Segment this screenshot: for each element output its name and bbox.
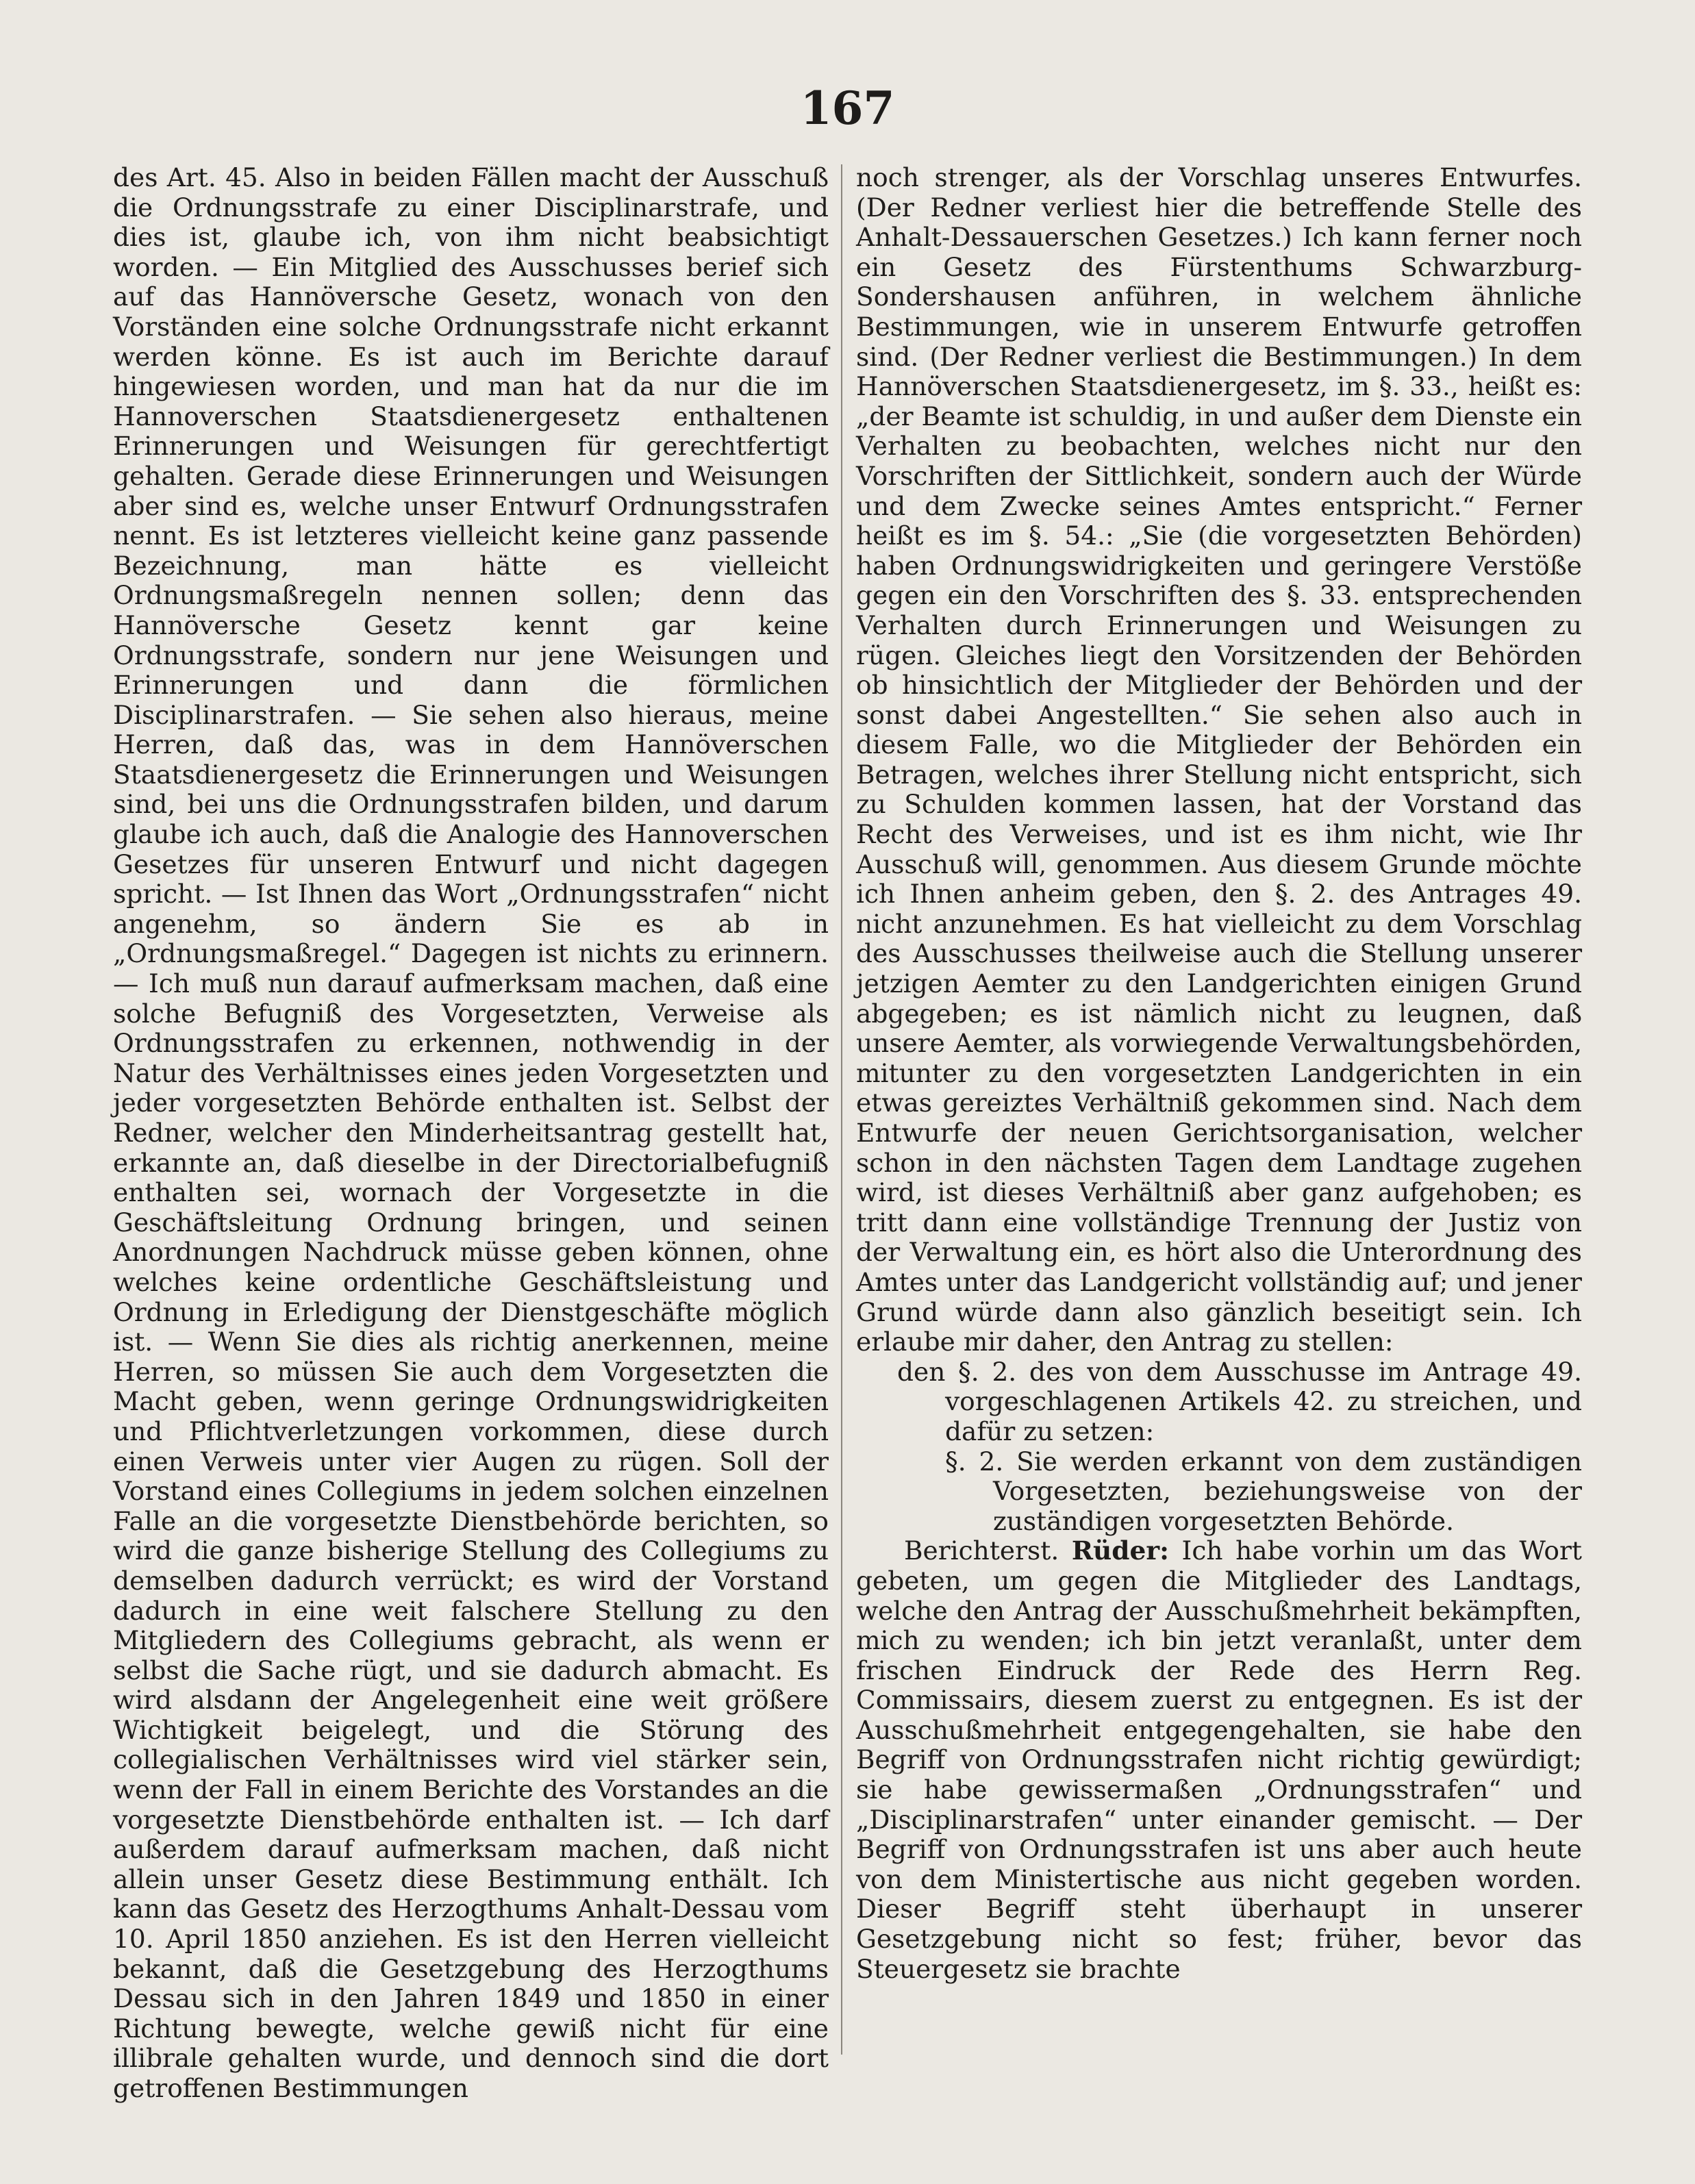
right-column (856, 163, 1582, 2053)
speech-paragraph (856, 1536, 1582, 1984)
column-divider (841, 164, 842, 2055)
left-column (113, 162, 829, 2103)
speaker-role: Berichterst. (904, 1535, 1059, 1566)
left-paragraph: des Art. 45. Also in beiden Fällen macht der Ausschuß die Ordnungsstrafe zu einer Disciplinarstrafe, und dies ist, glaube ich, von ihm nicht beabsichtigt worden. — Ein Mitglied des Ausschusses berief sich auf das Hannöversche Gesetz, wonach von den Vorständen eine solche Ordnungsstrafe nicht erkannt werden könne. Es ist auch im Berichte darauf hingewiesen worden, und man hat da nur die im Hannoverschen Staatsdienergesetz enthaltenen Erinnerungen und Weisungen für gerechtfertigt gehalten. Gerade diese Erinnerungen und Weisungen aber sind es, welche unser Entwurf Ordnungsstrafen nennt. Es ist letzteres vielleicht keine ganz passende Bezeichnung, man hätte es vielleicht Ordnungsmaßregeln nennen sollen; denn das Hannöversche Gesetz kennt gar keine Ordnungsstrafe, sondern nur jene Weisungen und Erinnerungen und dann die förmlichen Disciplinarstrafen. — Sie sehen also hieraus, meine Herren, daß das, was in dem Hannöverschen Staatsdienergesetz die Erinnerungen und Weisungen sind, bei uns die Ordnungsstrafen bilden, und darum glaube ich auch, daß die Analogie des Hannoverschen Gesetzes für unseren Entwurf und nicht dagegen spricht. — Ist Ihnen das Wort „Ordnungsstrafen“ nicht angenehm, so ändern Sie es ab in „Ordnungsmaßregel.“ Dagegen ist nichts zu erinnern. — Ich muß nun darauf aufmerksam machen, daß eine solche Befugniß des Vorgesetzten, Verweise als Ordnungsstrafen zu erkennen, nothwendig in der Natur des Verhältnisses eines jeden Vorgesetzten und jeder vorgesetzten Behörde enthalten ist. Selbst der Redner, welcher den Minderheitsantrag gestellt hat, erkannte an, daß dieselbe in der Directorialbefugniß enthalten sei, wornach der Vorgesetzte in die Geschäftsleitung Ordnung bringen, und seinen Anordnungen Nachdruck müsse geben können, ohne welches keine ordentliche Geschäftsleistung und Ordnung in Erledigung der Dienstgeschäfte möglich ist. — Wenn Sie dies als richtig anerkennen, meine Herren, so müssen Sie auch dem Vorgesetzten die Macht geben, wenn geringe Ordnungswidrigkeiten und Pflichtverletzungen vorkommen, diese durch einen Verweis unter vier Augen zu rügen. Soll der Vorstand eines Collegiums in jedem solchen einzelnen Falle an die vorgesetzte Dienstbehörde berichten, so wird die ganze bisherige Stellung des Collegiums zu demselben dadurch verrückt; es wird der Vorstand dadurch in eine weit falschere Stellung zu den Mitgliedern des Collegiums gebracht, als wenn er selbst die Sache rügt, und sie dadurch abmacht. Es wird alsdann der Angelegenheit eine weit größere Wichtigkeit beigelegt, und die Störung des collegialischen Verhältnisses wird viel stärker sein, wenn der Fall in einem Berichte des Vorstandes an die vorgesetzte Dienstbehörde enthalten ist. — Ich darf außerdem darauf aufmerksam machen, daß nicht allein unser Gesetz diese Bestimmung enthält. Ich kann das Gesetz des Herzogthums Anhalt-Dessau vom 10. April 1850 anziehen. Es ist den Herren vielleicht bekannt, daß die Gesetzgebung des Herzogthums Dessau sich in den Jahren 1849 und 1850 in einer Richtung bewegte, welche gewiß nicht für eine illibrale gehalten wurde, und dennoch sind die dort getroffenen Bestimmungen (113, 162, 829, 2103)
speaker-name: Rüder: (1071, 1535, 1169, 1566)
right-paragraph-1: noch strenger, als der Vorschlag unseres Entwurfes. (Der Redner verliest hier die betreffende Stelle des Anhalt-Dessauerschen Gesetzes.) Ich kann ferner noch ein Gesetz des Fürstenthums Schwarzburg-Sondershausen anführen, in welchem ähnliche Bestimmungen, wie in unserem Entwurfe getroffen sind. (Der Redner verliest die Bestimmungen.) In dem Hannöverschen Staatsdienergesetz, im §. 33., heißt es: „der Beamte ist schuldig, in und außer dem Dienste ein Verhalten zu beobachten, welches nicht nur den Vorschriften der Sittlichkeit, sondern auch der Würde und dem Zwecke seines Amtes entspricht.“ Ferner heißt es im §. 54.: „Sie (die vorgesetzten Behörden) haben Ordnungswidrigkeiten und geringere Verstöße gegen ein den Vorschriften des §. 33. entsprechenden Verhalten durch Erinnerungen und Weisungen zu rügen. Gleiches liegt den Vorsitzenden der Behörden ob hinsichtlich der Mitglieder der Behörden und der sonst dabei Angestellten.“ Sie sehen also auch in diesem Falle, wo die Mitglieder der Behörden ein Betragen, welches ihrer Stellung nicht entspricht, sich zu Schulden kommen lassen, hat der Vorstand das Recht des Verweises, und ist es ihm nicht, wie Ihr Ausschuß will, genommen. Aus diesem Grunde möchte ich Ihnen anheim geben, den §. 2. des Antrages 49. nicht anzunehmen. Es hat vielleicht zu dem Vorschlag des Ausschusses theilweise auch die Stellung unserer jetzigen Aemter zu den Landgerichten einigen Grund abgegeben; es ist nämlich nicht zu leugnen, daß unsere Aemter, als vorwiegende Verwaltungsbehörden, mitunter zu den vorgesetzten Landgerichten in ein etwas gereiztes Verhältniß gekommen sind. Nach dem Entwurfe der neuen Gerichtsorganisation, welcher schon in den nächsten Tagen dem Landtage zugehen wird, ist dieses Verhältniß aber ganz aufgehoben; es tritt dann eine vollständige Trennung der Justiz von der Verwaltung ein, es hört also die Unterordnung des Amtes unter das Landgericht vollständig auf; und jener Grund würde dann also gänzlich beseitigt sein. Ich erlaube mir daher, den Antrag zu stellen: (856, 162, 1582, 1357)
section-text: §. 2. Sie werden erkannt von dem zuständigen Vorgesetzten, beziehungsweise von der zuständigen vorgesetzten Behörde. (945, 1446, 1582, 1536)
motion-text: den §. 2. des von dem Ausschusse im Antrage 49. vorgeschlagenen Artikels 42. zu streichen, und dafür zu setzen: (897, 1356, 1582, 1446)
speech-text: Ich habe vorhin um das Wort gebeten, um gegen die Mitglieder des Landtags, welche den Antrag der Ausschußmehrheit bekämpften, mich zu wenden; ich bin jetzt veranlaßt, unter dem frischen Eindruck der Rede des Herrn Reg. Commissairs, diesem zuerst zu entgegnen. Es ist der Ausschußmehrheit entgegengehalten, sie habe den Begriff von Ordnungsstrafen nicht richtig gewürdigt; sie habe gewissermaßen „Ordnungsstrafen“ und „Disciplinarstrafen“ unter einander gemischt. — Der Begriff von Ordnungsstrafen ist uns aber auch heute von dem Ministertische aus nicht gegeben worden. Dieser Begriff steht überhaupt in unserer Gesetzgebung nicht so fest; früher, bevor das Steuergesetz sie brachte (856, 1535, 1582, 1984)
page-number: 167 (800, 81, 895, 135)
